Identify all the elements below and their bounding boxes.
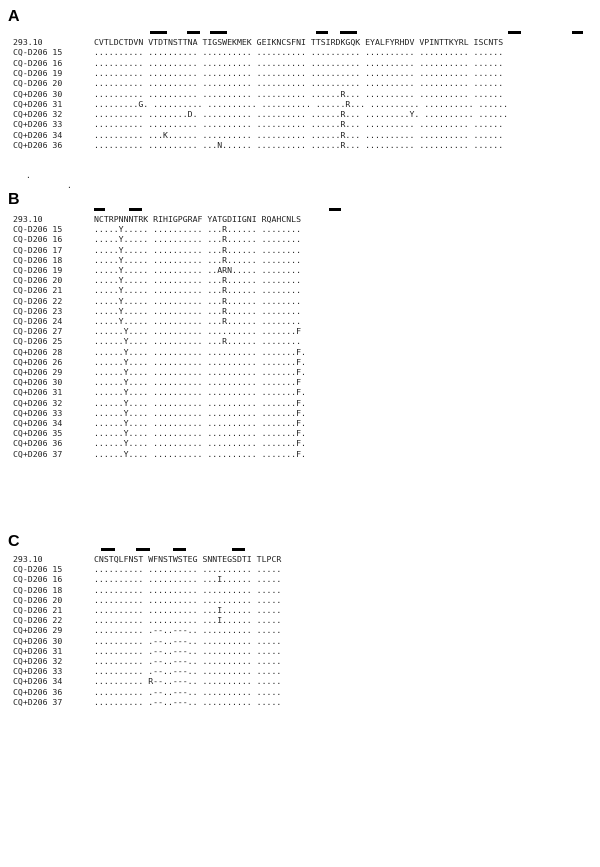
glycosylation-site-marker bbox=[101, 548, 115, 551]
sequence-label: CQ+D206 28 bbox=[13, 346, 63, 357]
sequence-label: CQ-D206 21 bbox=[13, 285, 63, 296]
sequence-residues: CVTLDCTDVN VTDTNSTTNA TIGSWEKMEK GEIKNCSFNI TTSIRDKGQK EYALFYRHDV VPINTTKYRL ISCNTS bbox=[94, 37, 504, 47]
sequence-residues: .......... ........D. .......... .......... ......R... .........Y. .......... ...... bbox=[94, 109, 509, 120]
sequence-label: CQ-D206 16 bbox=[13, 574, 63, 585]
sequence-label: CQ-D206 24 bbox=[13, 316, 63, 326]
sequence-residues: .......... .......... .......... .......... .......... .......... .......... ...... bbox=[94, 67, 504, 78]
sequence-residues: .....Y..... .......... ...R...... ........ bbox=[94, 254, 302, 265]
sequence-residues: .......... .--..---.. .......... ..... bbox=[94, 696, 282, 707]
sequence-label: CQ+D206 36 bbox=[13, 686, 63, 697]
panel-letter-b: B bbox=[8, 191, 20, 208]
sequence-residues: .......... .--..---.. .......... ..... bbox=[94, 656, 282, 666]
sequence-label: CQ+D206 34 bbox=[13, 676, 63, 687]
sequence-label: CQ+D206 31 bbox=[13, 645, 63, 656]
sequence-residues: ......Y.... .......... .......... .......F bbox=[94, 326, 302, 337]
sequence-residues: ......Y.... .......... .......... .......F bbox=[94, 377, 302, 388]
sequence-residues: .......... .......... .......... .......... ......R... .......... .......... ...... bbox=[94, 119, 504, 130]
sequence-label: CQ+D206 29 bbox=[13, 625, 63, 636]
sequence-label: CQ+D206 32 bbox=[13, 656, 63, 666]
sequence-residues: .....Y..... .......... ...R...... ........ bbox=[94, 244, 302, 255]
sequence-label: CQ-D206 22 bbox=[13, 615, 63, 626]
sequence-residues: NCTRPNNNTRK RIHIGPGRAF YATGDIIGNI RQAHCNLS bbox=[94, 214, 302, 224]
sequence-residues: ......Y.... .......... .......... .......F. bbox=[94, 367, 306, 377]
sequence-residues: ......Y.... .......... .......... .......F. bbox=[94, 387, 306, 398]
glycosylation-site-marker bbox=[210, 31, 227, 34]
sequence-label: 293.10 bbox=[13, 554, 43, 564]
sequence-label: 293.10 bbox=[13, 214, 43, 224]
stray-dot-mark: . bbox=[67, 181, 72, 190]
sequence-label: CQ-D206 22 bbox=[13, 295, 63, 306]
sequence-label: CQ+D206 32 bbox=[13, 397, 63, 408]
sequence-residues: ......Y.... .......... .......... .......F. bbox=[94, 428, 306, 439]
sequence-label: CQ-D206 23 bbox=[13, 305, 63, 316]
sequence-label: CQ-D206 20 bbox=[13, 275, 63, 286]
sequence-residues: .......... .......... ...I...... ..... bbox=[94, 615, 282, 626]
sequence-residues: ......Y.... .......... .......... .......F. bbox=[94, 448, 306, 459]
sequence-label: CQ-D206 20 bbox=[13, 594, 63, 605]
sequence-label: CQ+D206 36 bbox=[13, 140, 63, 150]
sequence-residues: ......Y.... .......... .......... .......F. bbox=[94, 356, 306, 367]
sequence-label: CQ+D206 29 bbox=[13, 367, 63, 377]
glycosylation-site-marker bbox=[508, 31, 521, 34]
sequence-residues: .....Y..... .......... ...R...... ........ bbox=[94, 295, 302, 306]
sequence-residues: ......Y.... .......... .......... .......F. bbox=[94, 418, 306, 428]
glycosylation-site-marker bbox=[94, 208, 105, 211]
glycosylation-site-marker bbox=[173, 548, 186, 551]
sequence-residues: .......... .......... .......... .......... .......... .......... .......... ...... bbox=[94, 47, 504, 58]
sequence-residues: ......Y.... .......... .......... .......F. bbox=[94, 397, 306, 408]
sequence-residues: .......... .......... .......... .......... .......... .......... .......... ...... bbox=[94, 57, 504, 68]
sequence-label: CQ-D206 16 bbox=[13, 57, 63, 68]
sequence-label: CQ+D206 31 bbox=[13, 387, 63, 398]
glycosylation-site-marker bbox=[136, 548, 150, 551]
sequence-residues: .....Y..... .......... ...R...... ........ bbox=[94, 285, 302, 296]
sequence-label: CQ+D206 30 bbox=[13, 635, 63, 646]
sequence-label: CQ+D206 33 bbox=[13, 666, 63, 677]
sequence-label: CQ+D206 37 bbox=[13, 696, 63, 707]
sequence-label: CQ-D206 19 bbox=[13, 67, 63, 78]
sequence-label: CQ-D206 19 bbox=[13, 265, 63, 275]
sequence-residues: .......... R--..---.. .......... ..... bbox=[94, 676, 282, 687]
panel-letter-c: C bbox=[8, 533, 20, 550]
sequence-residues: ......Y.... .......... ...R...... ........ bbox=[94, 336, 302, 347]
sequence-label: CQ+D206 36 bbox=[13, 438, 63, 449]
panel-letter-a: A bbox=[8, 8, 20, 25]
sequence-residues: .......... .--..---.. .......... ..... bbox=[94, 686, 282, 697]
glycosylation-site-marker bbox=[316, 31, 328, 34]
glycosylation-site-marker bbox=[150, 31, 167, 34]
sequence-residues: .........G. .......... .......... .......... ......R... .......... .......... ...... bbox=[94, 98, 509, 109]
glycosylation-site-marker bbox=[129, 208, 142, 211]
sequence-residues: .....Y..... .......... ...R...... ........ bbox=[94, 275, 302, 286]
sequence-residues: .....Y..... .......... ..ARN..... ........ bbox=[94, 265, 302, 275]
glycosylation-site-marker bbox=[232, 548, 245, 551]
sequence-label: CQ+D206 33 bbox=[13, 119, 63, 130]
sequence-label: CQ+D206 30 bbox=[13, 377, 63, 388]
sequence-label: CQ-D206 15 bbox=[13, 224, 63, 235]
sequence-residues: .......... .......... .......... ..... bbox=[94, 594, 282, 605]
sequence-residues: .......... .--..---.. .......... ..... bbox=[94, 666, 282, 677]
sequence-residues: .......... .--..---.. .......... ..... bbox=[94, 625, 282, 636]
sequence-residues: .......... .......... .......... ..... bbox=[94, 564, 282, 575]
sequence-label: CQ+D206 34 bbox=[13, 129, 63, 140]
sequence-residues: .....Y..... .......... ...R...... ........ bbox=[94, 234, 302, 245]
glycosylation-site-marker bbox=[340, 31, 357, 34]
sequence-residues: CNSTQLFNST WFNSTWSTEG SNNTEGSDTI TLPCR bbox=[94, 554, 282, 564]
sequence-residues: .....Y..... .......... ...R...... ........ bbox=[94, 224, 302, 235]
sequence-residues: ......Y.... .......... .......... .......F. bbox=[94, 407, 306, 418]
stray-dot-mark: . bbox=[26, 171, 31, 180]
sequence-label: CQ+D206 26 bbox=[13, 356, 63, 367]
sequence-residues: .......... .--..---.. .......... ..... bbox=[94, 645, 282, 656]
sequence-label: CQ+D206 33 bbox=[13, 407, 63, 418]
sequence-residues: .......... .......... .......... .......... ......R... .......... .......... ...... bbox=[94, 88, 504, 99]
sequence-label: CQ+D206 34 bbox=[13, 418, 63, 428]
sequence-label: CQ+D206 30 bbox=[13, 88, 63, 99]
sequence-residues: .......... .......... .......... ..... bbox=[94, 584, 282, 595]
sequence-label: CQ-D206 25 bbox=[13, 336, 63, 347]
sequence-residues: .....Y..... .......... ...R...... ........ bbox=[94, 305, 302, 316]
sequence-residues: .......... .......... ...I...... ..... bbox=[94, 574, 282, 585]
sequence-label: CQ+D206 31 bbox=[13, 98, 63, 109]
sequence-label: CQ+D206 35 bbox=[13, 428, 63, 439]
glycosylation-site-marker bbox=[187, 31, 200, 34]
sequence-residues: .......... .--..---.. .......... ..... bbox=[94, 635, 282, 646]
sequence-label: CQ-D206 21 bbox=[13, 605, 63, 615]
sequence-residues: .......... .......... ...N...... .......... ......R... .......... .......... ...... bbox=[94, 140, 504, 150]
sequence-label: 293.10 bbox=[13, 37, 43, 47]
sequence-label: CQ-D206 15 bbox=[13, 47, 63, 58]
sequence-residues: .......... .......... .......... .......... .......... .......... .......... ...... bbox=[94, 78, 504, 89]
sequence-label: CQ-D206 17 bbox=[13, 244, 63, 255]
glycosylation-site-marker bbox=[329, 208, 341, 211]
sequence-label: CQ-D206 27 bbox=[13, 326, 63, 337]
sequence-residues: ......Y.... .......... .......... .......F. bbox=[94, 346, 306, 357]
sequence-residues: ......Y.... .......... .......... .......F. bbox=[94, 438, 306, 449]
sequence-residues: .....Y..... .......... ...R...... ........ bbox=[94, 316, 302, 326]
sequence-label: CQ-D206 18 bbox=[13, 584, 63, 595]
glycosylation-site-marker bbox=[572, 31, 583, 34]
sequence-label: CQ+D206 37 bbox=[13, 448, 63, 459]
sequence-residues: .......... .......... ...I...... ..... bbox=[94, 605, 282, 615]
sequence-label: CQ-D206 18 bbox=[13, 254, 63, 265]
sequence-label: CQ-D206 16 bbox=[13, 234, 63, 245]
sequence-residues: .......... ...K...... .......... .......... ......R... .......... .......... ...... bbox=[94, 129, 504, 140]
sequence-label: CQ+D206 32 bbox=[13, 109, 63, 120]
sequence-label: CQ-D206 20 bbox=[13, 78, 63, 89]
sequence-label: CQ-D206 15 bbox=[13, 564, 63, 575]
